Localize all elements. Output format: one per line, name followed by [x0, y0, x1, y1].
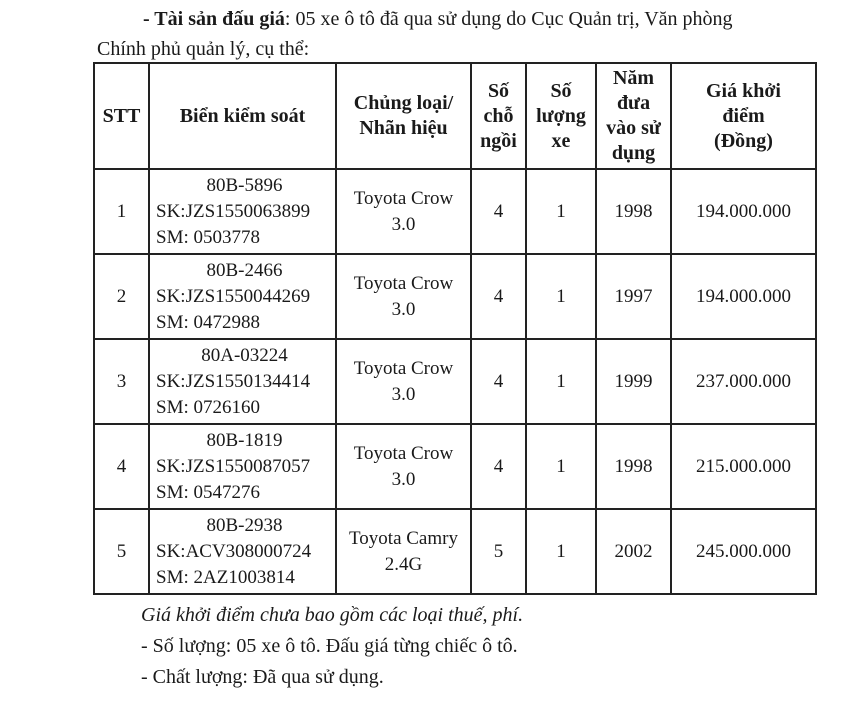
cell-price: 245.000.000 — [671, 509, 816, 594]
cell-seats: 4 — [471, 169, 526, 254]
table-row — [94, 509, 816, 594]
footer-notes — [141, 600, 523, 693]
cell-qty: 1 — [526, 424, 596, 509]
intro-lead-bold: - Tài sản đấu giá — [143, 8, 285, 30]
engine-number: SM: 0472988 — [156, 311, 260, 333]
cell-price: 215.000.000 — [671, 424, 816, 509]
col-header-price: Giá khởi điểm (Đồng) — [671, 63, 816, 169]
intro-line2: Chính phủ quản lý, cụ thể: — [97, 38, 310, 60]
quantity-note: - Số lượng: 05 xe ô tô. Đấu giá từng chiếc ô tô. — [141, 635, 518, 657]
cell-year: 1998 — [596, 424, 671, 509]
cell-plate — [149, 169, 336, 254]
cell-price: 194.000.000 — [671, 169, 816, 254]
cell-plate — [149, 339, 336, 424]
cell-stt: 3 — [94, 339, 149, 424]
plate-number: 80B-2938 — [206, 514, 283, 536]
table-header-row — [94, 63, 816, 169]
cell-seats: 4 — [471, 424, 526, 509]
intro-line1-rest: : 05 xe ô tô đã qua sử dụng do Cục Quản trị, Văn phòng — [284, 8, 733, 30]
engine-number: SM: 0503778 — [156, 226, 260, 248]
plate-number: 80A-03224 — [201, 344, 288, 366]
cell-model: Toyota Camry 2.4G — [336, 509, 471, 594]
col-header-qty: Số lượng xe — [526, 63, 596, 169]
cell-model: Toyota Crow 3.0 — [336, 169, 471, 254]
table-row — [94, 169, 816, 254]
cell-year: 1998 — [596, 169, 671, 254]
plate-number: 80B-5896 — [206, 174, 283, 196]
chassis-number: SK:JZS1550134414 — [156, 370, 311, 392]
cell-year: 1999 — [596, 339, 671, 424]
cell-seats: 4 — [471, 339, 526, 424]
col-header-seats: Số chỗ ngồi — [471, 63, 526, 169]
intro-paragraph — [97, 4, 817, 64]
chassis-number: SK:JZS1550044269 — [156, 285, 311, 307]
quality-note: - Chất lượng: Đã qua sử dụng. — [141, 666, 384, 688]
cell-plate — [149, 424, 336, 509]
cell-qty: 1 — [526, 169, 596, 254]
cell-price: 237.000.000 — [671, 339, 816, 424]
chassis-number: SK:JZS1550063899 — [156, 200, 311, 222]
cell-stt: 1 — [94, 169, 149, 254]
chassis-number: SK:JZS1550087057 — [156, 455, 311, 477]
plate-number: 80B-2466 — [206, 259, 283, 281]
table-row — [94, 339, 816, 424]
col-header-model: Chủng loại/ Nhãn hiệu — [336, 63, 471, 169]
cell-stt: 5 — [94, 509, 149, 594]
plate-number: 80B-1819 — [206, 429, 283, 451]
cell-model: Toyota Crow 3.0 — [336, 339, 471, 424]
col-header-stt: STT — [94, 63, 149, 169]
cell-qty: 1 — [526, 339, 596, 424]
cell-plate — [149, 509, 336, 594]
cell-year: 2002 — [596, 509, 671, 594]
cell-year: 1997 — [596, 254, 671, 339]
engine-number: SM: 0547276 — [156, 481, 260, 503]
cell-price: 194.000.000 — [671, 254, 816, 339]
cell-stt: 2 — [94, 254, 149, 339]
table-row — [94, 254, 816, 339]
cell-seats: 5 — [471, 509, 526, 594]
col-header-plate: Biển kiểm soát — [149, 63, 336, 169]
cell-qty: 1 — [526, 509, 596, 594]
engine-number: SM: 2AZ1003814 — [156, 566, 295, 588]
cell-plate — [149, 254, 336, 339]
cell-qty: 1 — [526, 254, 596, 339]
cell-stt: 4 — [94, 424, 149, 509]
table-row — [94, 424, 816, 509]
cell-seats: 4 — [471, 254, 526, 339]
vehicle-auction-table — [93, 62, 817, 595]
cell-model: Toyota Crow 3.0 — [336, 254, 471, 339]
chassis-number: SK:ACV308000724 — [156, 540, 312, 562]
col-header-year: Năm đưa vào sử dụng — [596, 63, 671, 169]
cell-model: Toyota Crow 3.0 — [336, 424, 471, 509]
engine-number: SM: 0726160 — [156, 396, 260, 418]
price-note: Giá khởi điểm chưa bao gồm các loại thuế, phí. — [141, 604, 524, 626]
